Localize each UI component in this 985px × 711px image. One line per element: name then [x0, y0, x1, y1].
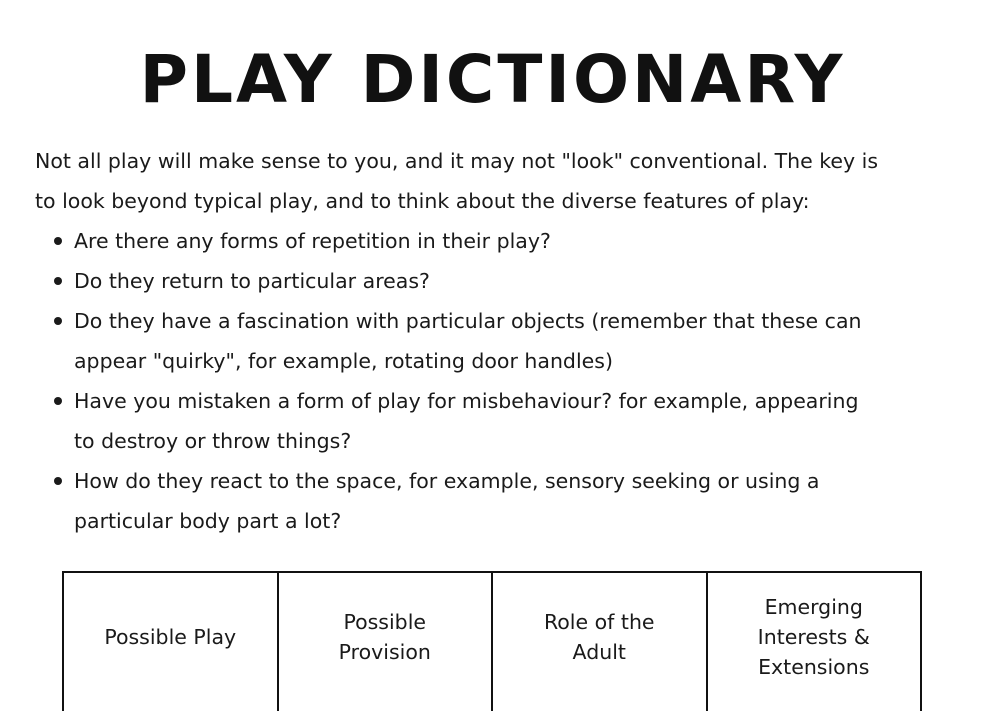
list-item — [35, 301, 965, 381]
table-header-possible-provision: Possible Provision — [338, 610, 431, 664]
page-title: PLAY DICTIONARY — [139, 41, 846, 118]
bullet-icon — [54, 317, 62, 325]
intro-paragraph — [35, 141, 965, 221]
table-header-cell — [64, 573, 279, 711]
bullet-icon — [54, 397, 62, 405]
list-item-text: Are there any forms of repetition in their play? — [74, 229, 551, 253]
bullet-icon — [54, 277, 62, 285]
list-item-text: How do they react to the space, for example, sensory seeking or using a — [74, 469, 820, 493]
bullet-icon — [54, 237, 62, 245]
intro-line: Not all play will make sense to you, and it may not "look" conventional. The key is — [35, 149, 879, 173]
list-item-text: appear "quirky", for example, rotating door handles) — [74, 349, 613, 373]
intro-line: to look beyond typical play, and to think about the diverse features of play: — [35, 189, 810, 213]
table-header-role-of-adult: Role of the Adult — [543, 610, 655, 664]
table-header-cell — [493, 573, 708, 711]
list-item-text: particular body part a lot? — [74, 509, 342, 533]
list-item — [35, 381, 965, 461]
table-header-emerging-interests: Emerging Interests & Extensions — [757, 595, 870, 679]
list-item-text: Do they return to particular areas? — [74, 269, 430, 293]
bullet-icon — [54, 477, 62, 485]
list-item — [35, 261, 965, 301]
question-list — [35, 221, 965, 541]
list-item-text: Have you mistaken a form of play for misbehaviour? for example, appearing — [74, 389, 859, 413]
list-item-text: Do they have a fascination with particular objects (remember that these can — [74, 309, 862, 333]
play-dictionary-table — [62, 571, 922, 711]
table-header-cell — [708, 573, 921, 711]
list-item — [35, 221, 965, 261]
table-header-cell — [279, 573, 494, 711]
table-header-possible-play: Possible Play — [104, 625, 237, 649]
list-item — [35, 461, 965, 541]
list-item-text: to destroy or throw things? — [74, 429, 352, 453]
